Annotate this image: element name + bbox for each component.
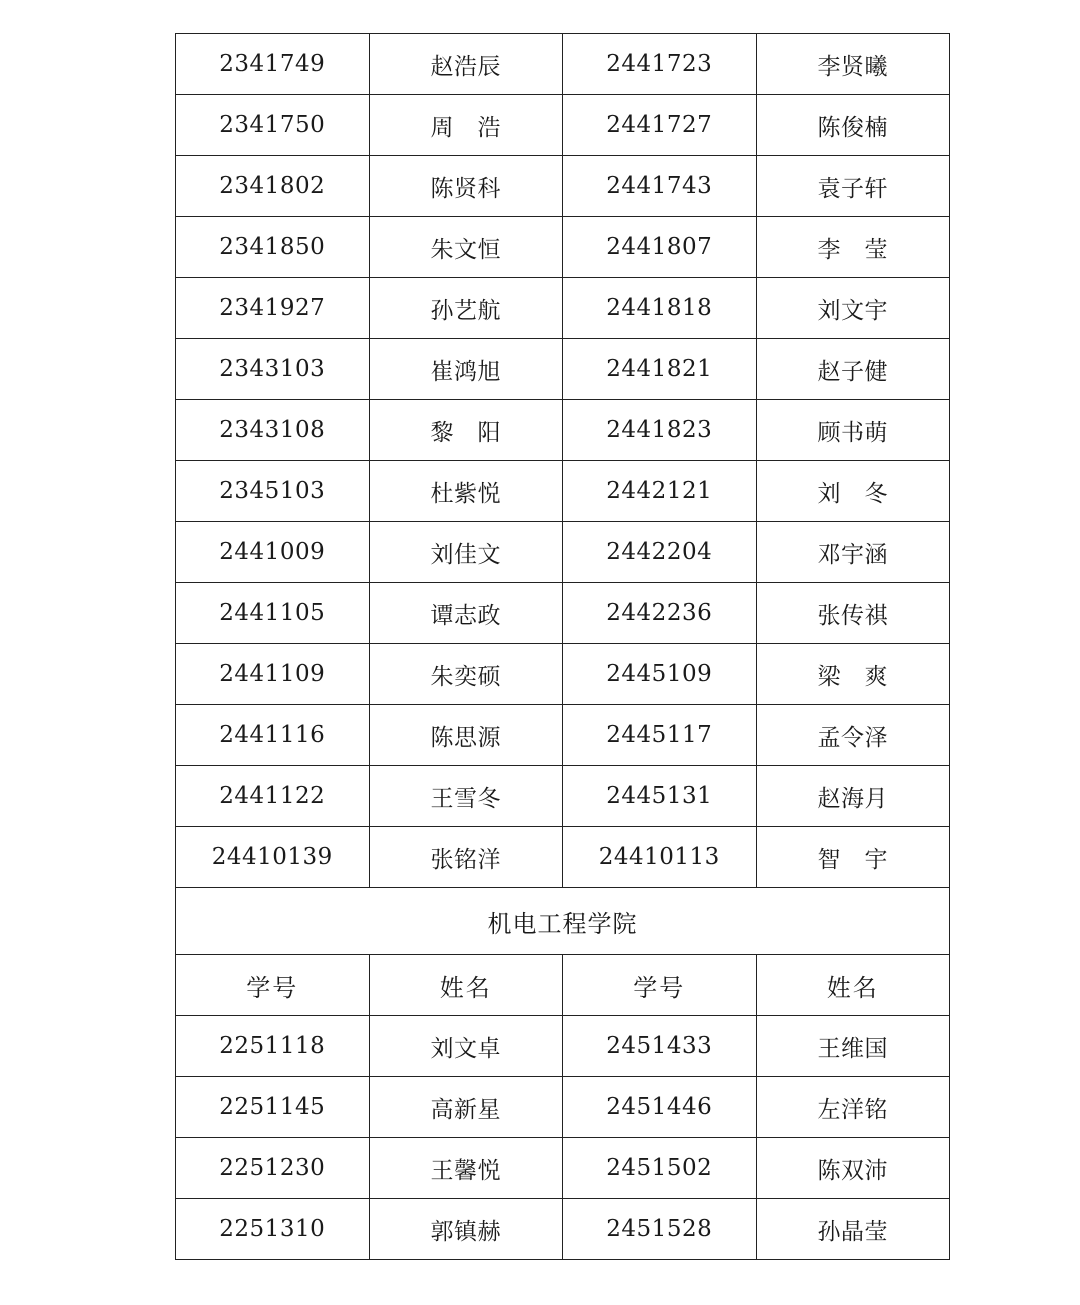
student-id-cell: 2251230	[176, 1138, 370, 1199]
student-name-cell: 赵海月	[756, 766, 950, 827]
student-id-cell: 2441821	[563, 339, 757, 400]
student-name-cell: 陈俊楠	[756, 95, 950, 156]
student-name-cell: 陈贤科	[369, 156, 563, 217]
student-id-cell: 2341749	[176, 34, 370, 95]
student-id-cell: 2341927	[176, 278, 370, 339]
student-name-cell: 刘文宇	[756, 278, 950, 339]
student-id-cell: 2451433	[563, 1016, 757, 1077]
student-name-cell: 孙艺航	[369, 278, 563, 339]
student-name-cell: 袁子轩	[756, 156, 950, 217]
student-id-cell: 2441723	[563, 34, 757, 95]
table-row	[176, 1016, 950, 1077]
student-roster-table	[175, 33, 950, 1260]
student-id-cell: 2441743	[563, 156, 757, 217]
student-name-cell: 谭志政	[369, 583, 563, 644]
student-id-cell: 2441807	[563, 217, 757, 278]
student-name-cell: 赵浩辰	[369, 34, 563, 95]
student-name-cell: 刘文卓	[369, 1016, 563, 1077]
student-name-cell: 智 宇	[756, 827, 950, 888]
table-row	[176, 766, 950, 827]
student-id-cell: 2441105	[176, 583, 370, 644]
student-id-cell: 2451502	[563, 1138, 757, 1199]
student-id-cell: 2343103	[176, 339, 370, 400]
table-row	[176, 1138, 950, 1199]
student-id-cell: 2341750	[176, 95, 370, 156]
student-name-cell: 刘佳文	[369, 522, 563, 583]
table-row	[176, 583, 950, 644]
student-id-cell: 24410113	[563, 827, 757, 888]
student-name-cell: 王雪冬	[369, 766, 563, 827]
table-row	[176, 278, 950, 339]
student-name-cell: 梁 爽	[756, 644, 950, 705]
student-name-cell: 陈思源	[369, 705, 563, 766]
table-row	[176, 461, 950, 522]
table-row	[176, 217, 950, 278]
student-name-cell: 左洋铭	[756, 1077, 950, 1138]
student-name-cell: 李贤曦	[756, 34, 950, 95]
table-row	[176, 705, 950, 766]
table-row	[176, 339, 950, 400]
table-row	[176, 827, 950, 888]
table-row	[176, 1199, 950, 1260]
student-name-cell: 邓宇涵	[756, 522, 950, 583]
column-header-name: 姓名	[756, 955, 950, 1016]
section-title: 机电工程学院	[176, 888, 950, 955]
student-id-cell: 2442121	[563, 461, 757, 522]
student-name-cell: 黎 阳	[369, 400, 563, 461]
student-id-cell: 2441818	[563, 278, 757, 339]
student-id-cell: 2341850	[176, 217, 370, 278]
column-header-row	[176, 955, 950, 1016]
table-row	[176, 156, 950, 217]
student-id-cell: 2445109	[563, 644, 757, 705]
student-id-cell: 2251310	[176, 1199, 370, 1260]
student-id-cell: 2451528	[563, 1199, 757, 1260]
student-name-cell: 孙晶莹	[756, 1199, 950, 1260]
student-name-cell: 朱文恒	[369, 217, 563, 278]
student-name-cell: 赵子健	[756, 339, 950, 400]
student-name-cell: 陈双沛	[756, 1138, 950, 1199]
student-id-cell: 2441727	[563, 95, 757, 156]
student-id-cell: 2445131	[563, 766, 757, 827]
student-id-cell: 2341802	[176, 156, 370, 217]
student-name-cell: 郭镇赫	[369, 1199, 563, 1260]
column-header-student-id: 学号	[176, 955, 370, 1016]
student-id-cell: 2343108	[176, 400, 370, 461]
student-id-cell: 2441122	[176, 766, 370, 827]
student-id-cell: 24410139	[176, 827, 370, 888]
student-id-cell: 2442204	[563, 522, 757, 583]
student-id-cell: 2441109	[176, 644, 370, 705]
student-id-cell: 2451446	[563, 1077, 757, 1138]
student-id-cell: 2441009	[176, 522, 370, 583]
student-id-cell: 2251118	[176, 1016, 370, 1077]
student-name-cell: 张铭洋	[369, 827, 563, 888]
table-row	[176, 400, 950, 461]
student-name-cell: 王维国	[756, 1016, 950, 1077]
student-name-cell: 李 莹	[756, 217, 950, 278]
student-name-cell: 周 浩	[369, 95, 563, 156]
student-name-cell: 顾书萌	[756, 400, 950, 461]
column-header-student-id: 学号	[563, 955, 757, 1016]
column-header-name: 姓名	[369, 955, 563, 1016]
table-row	[176, 95, 950, 156]
student-id-cell: 2441116	[176, 705, 370, 766]
student-id-cell: 2251145	[176, 1077, 370, 1138]
student-name-cell: 崔鸿旭	[369, 339, 563, 400]
student-id-cell: 2445117	[563, 705, 757, 766]
table-row	[176, 644, 950, 705]
student-name-cell: 朱奕硕	[369, 644, 563, 705]
student-name-cell: 张传祺	[756, 583, 950, 644]
student-name-cell: 杜紫悦	[369, 461, 563, 522]
student-name-cell: 高新星	[369, 1077, 563, 1138]
table-row	[176, 1077, 950, 1138]
table-row	[176, 522, 950, 583]
student-name-cell: 刘 冬	[756, 461, 950, 522]
table-row	[176, 34, 950, 95]
student-name-cell: 孟令泽	[756, 705, 950, 766]
student-id-cell: 2441823	[563, 400, 757, 461]
student-id-cell: 2442236	[563, 583, 757, 644]
section-title-row	[176, 888, 950, 955]
student-id-cell: 2345103	[176, 461, 370, 522]
student-name-cell: 王馨悦	[369, 1138, 563, 1199]
